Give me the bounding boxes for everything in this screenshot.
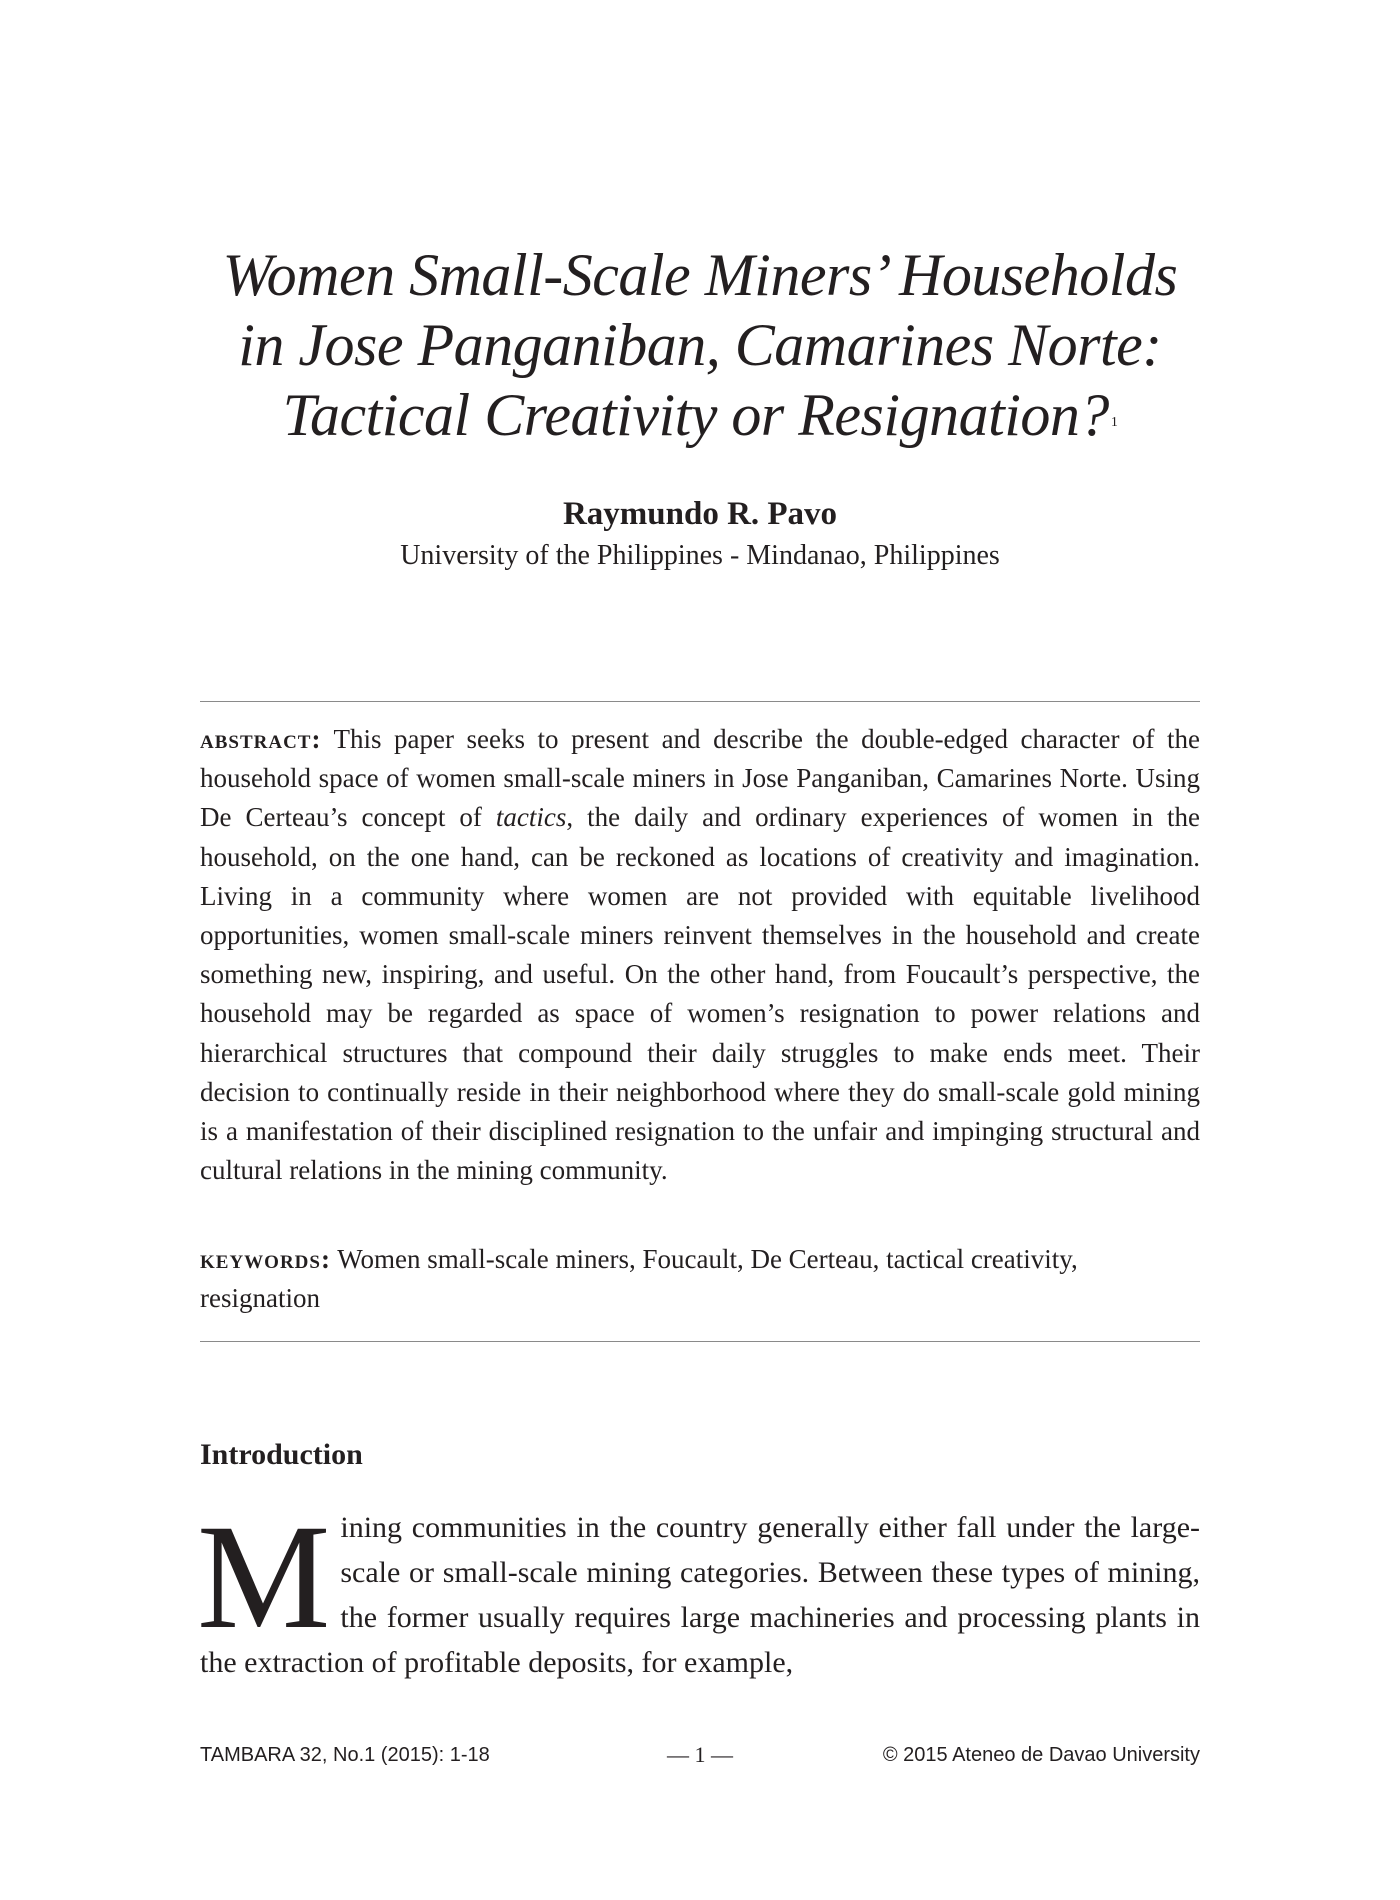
title-line-2: in Jose Panganiban, Camarines Norte: (238, 312, 1162, 378)
drop-cap: M (197, 1494, 331, 1660)
author-name: Raymundo R. Pavo (562, 496, 838, 532)
introduction-text: ining communities in the country generally either fall under the large-scale or small-scale mining categories. Between these types of mining, the former usually requires large machineries and processing plants in the extraction of profitable deposits, for example, (200, 1511, 1200, 1679)
author-affiliation: University of the Philippines - Mindanao, Philippines (400, 540, 1000, 571)
introduction-heading: Introduction (200, 1438, 363, 1471)
footer-page-number: — 1 — (667, 1742, 733, 1767)
abstract-bottom-divider (200, 1341, 1200, 1342)
abstract-top-divider (200, 701, 1200, 702)
keywords-paragraph (200, 1240, 1200, 1318)
title-footnote-marker[interactable]: 1 (1110, 415, 1118, 430)
footer-journal-citation: TAMBARA 32, No.1 (2015): 1-18 (200, 1744, 490, 1766)
title-line-3 (150, 380, 1250, 450)
paper-title (150, 240, 1250, 450)
abstract-text-part-2: , the daily and ordinary experiences of women in the household, on the one hand, can be reckoned as locations of creativity and imagination. Living in a community where women are not provided with equitable livelihood opportunities, women small-scale miners reinvent themselves in the household and create something new, inspiring, and useful. On the other hand, from Foucault’s perspective, the household may be regarded as space of women’s resignation to power relations and hierarchical structures that compound their daily struggles to make ends meet. Their decision to continually reside in their neighborhood where they do small-scale gold mining is a manifestation of their disciplined resignation to the unfair and impinging structural and cultural relations in the mining community. (200, 802, 1201, 1186)
keywords-text: Women small-scale miners, Foucault, De Certeau, tactical creativity, resignation (200, 1244, 1078, 1313)
title-line-1: Women Small-Scale Miners’ Households (222, 242, 1178, 308)
abstract-emphasis: tactics (495, 802, 567, 833)
introduction-paragraph (197, 1494, 1200, 1685)
abstract-paragraph (200, 720, 1200, 1190)
keywords-label: keywords: (200, 1244, 331, 1274)
abstract-label: abstract: (200, 724, 322, 754)
footer-copyright: © 2015 Ateneo de Davao University (882, 1744, 1200, 1766)
title-line-3-text: Tactical Creativity or Resignation? (282, 382, 1109, 448)
abstract-text-part-1: This paper seeks to present and describe the double-edged character of the household space of women small-scale miners in Jose Panganiban, Camarines Norte. Using De Certeau’s concept of (200, 724, 1200, 833)
